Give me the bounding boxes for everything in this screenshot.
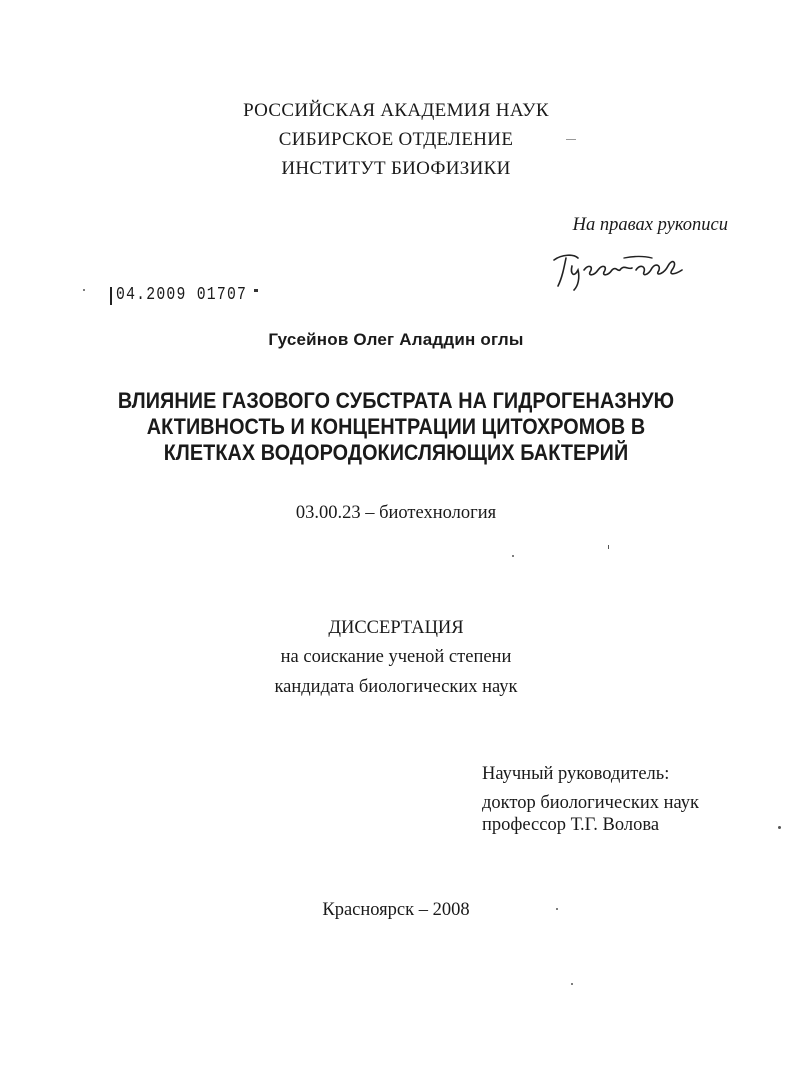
scan-speck — [556, 908, 558, 910]
supervisor-label: Научный руководитель: — [482, 764, 670, 784]
stamp-bar-icon — [110, 287, 112, 305]
signature-graphic — [548, 248, 688, 292]
title-line-3: КЛЕТКАХ ВОДОРОДОКИСЛЯЮЩИХ БАКТЕРИЙ — [163, 440, 629, 465]
institution-line-1: РОССИЙСКАЯ АКАДЕМИЯ НАУК — [243, 100, 549, 121]
title-line-2: АКТИВНОСТЬ И КОНЦЕНТРАЦИИ ЦИТОХРОМОВ В — [146, 414, 646, 439]
scan-speck — [608, 545, 609, 549]
dissertation-heading: ДИССЕРТАЦИЯ — [328, 618, 464, 638]
institution-line-2: СИБИРСКОЕ ОТДЕЛЕНИЕ — [278, 129, 514, 150]
author-name: Гусейнов Олег Аладдин оглы — [268, 330, 524, 349]
dissertation-degree-line: на соискание ученой степени — [280, 647, 512, 667]
scan-speck — [83, 289, 85, 291]
scan-speck — [778, 826, 781, 829]
dissertation-field-line: кандидата биологических наук — [274, 677, 518, 697]
title-line-1: ВЛИЯНИЕ ГАЗОВОГО СУБСТРАТА НА ГИДРОГЕНАЗНУЮ — [117, 388, 675, 413]
place-year: Красноярск – 2008 — [322, 900, 470, 920]
archive-number: 04.2009 01707 — [116, 285, 248, 305]
supervisor-degree: доктор биологических наук — [482, 793, 700, 813]
supervisor-name: профессор Т.Г. Волова — [482, 815, 660, 835]
stamp-mark-icon — [254, 289, 258, 292]
institution-line-3: ИНСТИТУТ БИОФИЗИКИ — [281, 158, 511, 179]
scan-speck — [512, 555, 514, 557]
specialty: 03.00.23 – биотехнология — [295, 503, 497, 523]
rights-note: На правах рукописи — [572, 215, 728, 235]
scan-speck — [566, 139, 576, 140]
scan-speck — [571, 983, 573, 985]
handwritten-signature-icon — [548, 248, 688, 292]
